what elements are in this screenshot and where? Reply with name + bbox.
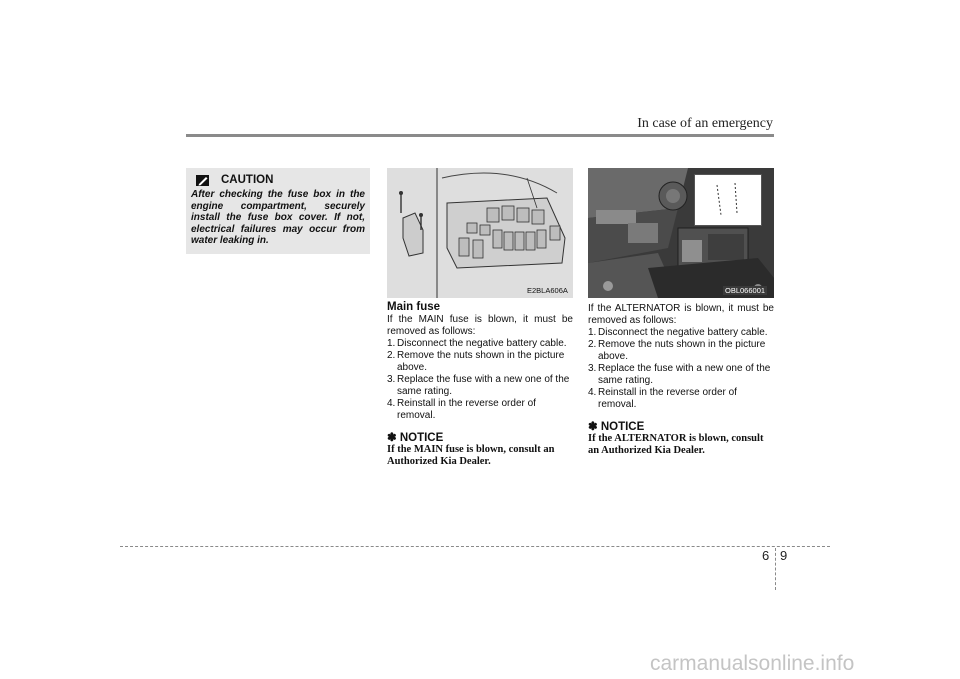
chapter-number: 6 bbox=[762, 548, 770, 563]
caution-heading bbox=[196, 174, 273, 186]
caution-label: CAUTION bbox=[221, 174, 274, 186]
fuse-box-image-code: E2BLA606A bbox=[527, 286, 568, 295]
page-header-title: In case of an emergency bbox=[637, 116, 773, 131]
page-number-divider bbox=[775, 548, 776, 590]
engine-compartment-photo bbox=[588, 168, 774, 298]
fuse-box-drawing bbox=[387, 168, 573, 298]
alternator-notice-heading: ✽ NOTICE bbox=[588, 421, 645, 433]
alternator-image-code: OBL066001 bbox=[725, 286, 766, 295]
header-rule bbox=[186, 134, 774, 137]
watermark-text: carmanualsonline.info bbox=[650, 652, 855, 675]
page-number: 9 bbox=[780, 548, 788, 563]
step-item: 4. Reinstall in the reverse order of removal. bbox=[588, 387, 737, 410]
step-item: 4. Reinstall in the reverse order of removal. bbox=[387, 398, 536, 421]
fuse-detail-inset bbox=[694, 174, 762, 226]
main-fuse-notice-text: If the MAIN fuse is blown, consult an Authorized Kia Dealer. bbox=[387, 444, 555, 467]
main-fuse-section bbox=[387, 301, 573, 468]
step-item: 1. Disconnect the negative battery cable. bbox=[387, 338, 567, 349]
step-item: 2. Remove the nuts shown in the picture above. bbox=[588, 339, 766, 362]
alternator-intro: If the ALTERNATOR is blown, it must be removed as follows: bbox=[588, 303, 774, 326]
main-fuse-heading: Main fuse bbox=[387, 301, 441, 313]
alternator-steps bbox=[588, 327, 774, 411]
main-fuse-steps bbox=[387, 338, 573, 422]
footer-rule bbox=[120, 546, 830, 547]
alternator-notice-text: If the ALTERNATOR is blown, consult an Authorized Kia Dealer. bbox=[588, 433, 764, 456]
step-item: 3. Replace the fuse with a new one of the same rating. bbox=[588, 363, 771, 386]
main-fuse-notice-heading: ✽ NOTICE bbox=[387, 432, 444, 444]
caution-pencil-icon bbox=[196, 175, 209, 186]
step-item: 3. Replace the fuse with a new one of the same rating. bbox=[387, 374, 570, 397]
main-fuse-intro: If the MAIN fuse is blown, it must be removed as follows: bbox=[387, 314, 573, 337]
step-item: 2. Remove the nuts shown in the picture above. bbox=[387, 350, 565, 373]
caution-text: After checking the fuse box in the engine compartment, securely install the fuse box cover. If not, electrical failures may occur from water leaking in. bbox=[191, 189, 365, 247]
fuse-box-illustration bbox=[387, 168, 573, 298]
step-item: 1. Disconnect the negative battery cable. bbox=[588, 327, 768, 338]
caution-box bbox=[186, 168, 370, 254]
alternator-section bbox=[588, 303, 774, 457]
